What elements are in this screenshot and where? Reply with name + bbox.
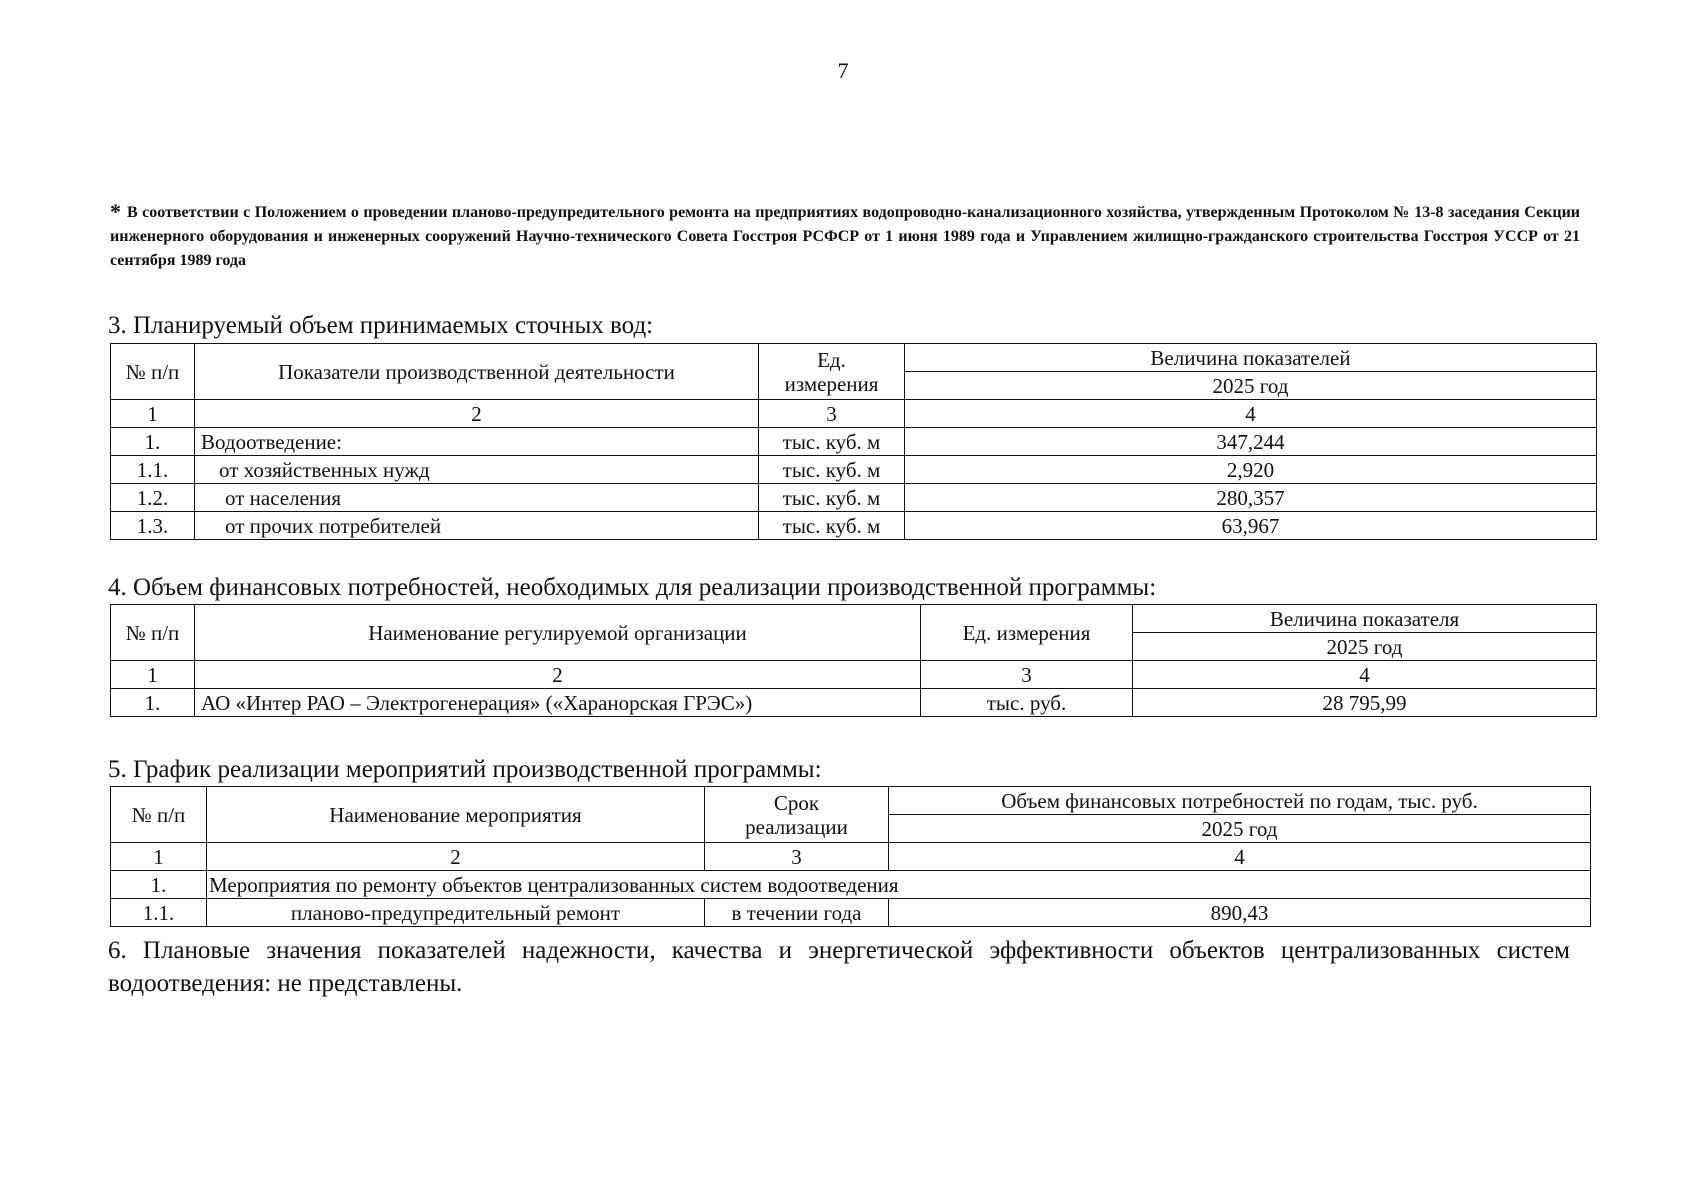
row-num: 1.2.	[111, 484, 195, 512]
financial-needs-table	[110, 604, 1597, 717]
column-number: 4	[889, 843, 1591, 871]
row-num: 1.1.	[111, 456, 195, 484]
row-unit: тыс. куб. м	[759, 456, 905, 484]
table-row	[111, 512, 1597, 540]
header-event: Наименование мероприятия	[207, 787, 705, 843]
column-number: 2	[195, 400, 759, 428]
row-unit: тыс. куб. м	[759, 484, 905, 512]
footnote	[110, 200, 1580, 273]
column-number: 4	[905, 400, 1597, 428]
header-unit-line2: измерения	[784, 371, 879, 396]
row-name: от хозяйственных нужд	[195, 456, 759, 484]
group-name: Мероприятия по ремонту объектов централизованных систем водоотведения	[207, 871, 1591, 899]
header-term-line1: Срок	[773, 790, 820, 815]
row-num: 1.1.	[111, 899, 207, 927]
section-5-title: 5. График реализации мероприятий производственной программы:	[108, 756, 822, 783]
column-number: 2	[207, 843, 705, 871]
header-unit: Ед. измерения	[921, 605, 1133, 661]
header-num: № п/п	[111, 787, 207, 843]
column-number-row	[111, 400, 1597, 428]
header-year: 2025 год	[889, 815, 1591, 843]
table-row	[111, 484, 1597, 512]
row-value: 63,967	[905, 512, 1597, 540]
header-value: Величина показателей	[905, 344, 1597, 372]
header-unit	[759, 344, 905, 400]
header-unit-line1: Ед.	[817, 347, 846, 372]
section-4-title: 4. Объем финансовых потребностей, необходимых для реализации производственной программы:	[108, 574, 1157, 601]
column-number: 1	[111, 661, 195, 689]
column-number: 1	[111, 843, 207, 871]
table-header-row	[111, 787, 1591, 815]
header-value: Величина показателя	[1133, 605, 1597, 633]
row-term: в течении года	[705, 899, 889, 927]
column-number: 3	[921, 661, 1133, 689]
column-number: 4	[1133, 661, 1597, 689]
row-value: 280,357	[905, 484, 1597, 512]
schedule-table	[110, 786, 1591, 927]
section-6-text: 6. Плановые значения показателей надежности, качества и энергетической эффективности объектов централизованных систем водоотведения: не представлены.	[108, 937, 1570, 997]
row-num: 1.	[111, 689, 195, 717]
row-name: планово-предупредительный ремонт	[207, 899, 705, 927]
column-number: 3	[705, 843, 889, 871]
header-year: 2025 год	[905, 372, 1597, 400]
row-num: 1.	[111, 428, 195, 456]
section-3-title: 3. Планируемый объем принимаемых сточных вод:	[108, 312, 654, 339]
header-term	[705, 787, 889, 843]
table-row	[111, 689, 1597, 717]
row-name: Водоотведение:	[195, 428, 759, 456]
row-name: АО «Интер РАО – Электрогенерация» («Харанорская ГРЭС»)	[195, 689, 921, 717]
row-value: 28 795,99	[1133, 689, 1597, 717]
row-unit: тыс. руб.	[921, 689, 1133, 717]
row-num: 1.	[111, 871, 207, 899]
group-row	[111, 871, 1591, 899]
footnote-text: В соответствии с Положением о проведении планово-предупредительного ремонта на предприятиях водопроводно-канализационного хозяйства, утвержденным Протоколом № 13-8 заседания Секции инженерного оборудования и инженерных сооружений Научно-технического Совета Госстроя РСФСР от 1 июня 1989 года и Управлением жилищно-гражданского строительства Госстроя УССР от 21 сентября 1989 года	[110, 204, 1580, 269]
row-value: 347,244	[905, 428, 1597, 456]
column-number: 2	[195, 661, 921, 689]
column-number: 3	[759, 400, 905, 428]
table-row	[111, 899, 1591, 927]
table-row	[111, 456, 1597, 484]
row-value: 890,43	[889, 899, 1591, 927]
column-number-row	[111, 661, 1597, 689]
header-num: № п/п	[111, 605, 195, 661]
column-number: 1	[111, 400, 195, 428]
header-year: 2025 год	[1133, 633, 1597, 661]
column-number-row	[111, 843, 1591, 871]
table-header-row	[111, 344, 1597, 372]
footnote-star: *	[110, 199, 121, 224]
table-row	[111, 428, 1597, 456]
wastewater-volume-table	[110, 343, 1597, 540]
header-num: № п/п	[111, 344, 195, 400]
header-term-line2: реализации	[745, 814, 848, 839]
header-value: Объем финансовых потребностей по годам, тыс. руб.	[889, 787, 1591, 815]
row-name: от прочих потребителей	[195, 512, 759, 540]
row-unit: тыс. куб. м	[759, 512, 905, 540]
table-header-row	[111, 605, 1597, 633]
row-value: 2,920	[905, 456, 1597, 484]
row-unit: тыс. куб. м	[759, 428, 905, 456]
page-number: 7	[837, 58, 849, 83]
header-organization: Наименование регулируемой организации	[195, 605, 921, 661]
row-name: от населения	[195, 484, 759, 512]
header-indicator: Показатели производственной деятельности	[195, 344, 759, 400]
row-num: 1.3.	[111, 512, 195, 540]
